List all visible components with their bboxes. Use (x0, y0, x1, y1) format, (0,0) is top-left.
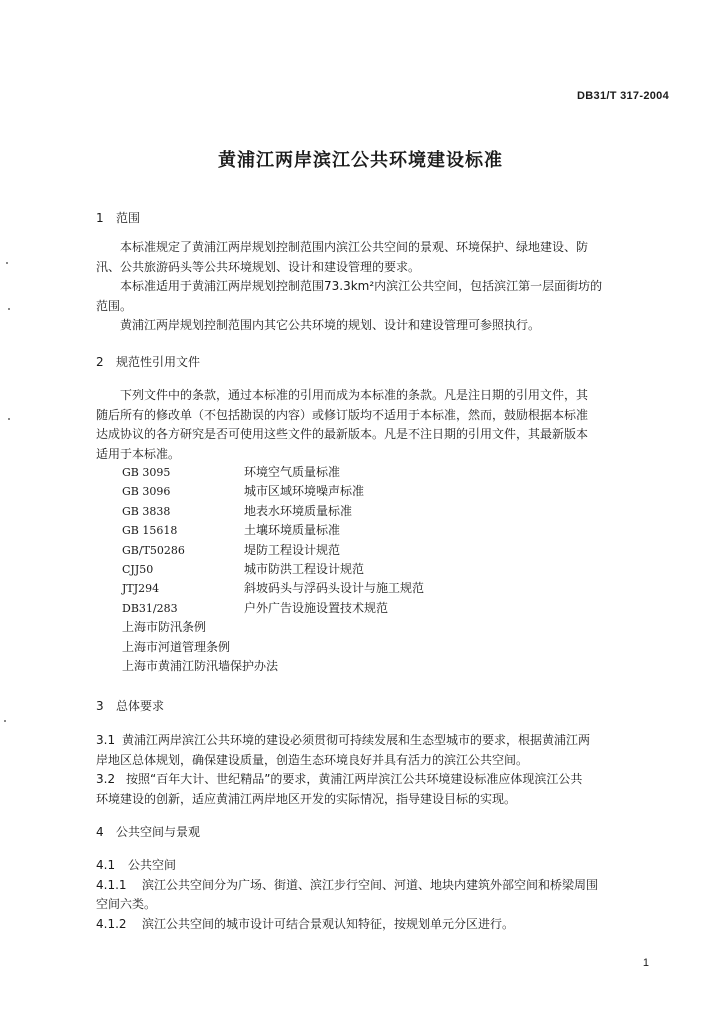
clause-line: 空间六类。 (96, 897, 157, 911)
paragraph-line: 范围。 (96, 298, 133, 313)
reference-code: GB 3838 (122, 504, 171, 518)
reference-name: 斜坡码头与浮码头设计与施工规范 (244, 581, 425, 596)
reference-row (122, 599, 424, 618)
reference-row (122, 463, 424, 482)
reference-row (122, 541, 424, 560)
section-title: 公共空间与景观 (116, 825, 201, 839)
reference-row (122, 521, 424, 540)
reference-name: 堤防工程设计规范 (244, 542, 341, 557)
section-4-body (96, 856, 598, 934)
clause-number: 3.1 (96, 733, 116, 747)
clause-text: 按照“百年大计、世纪精品”的要求，黄浦江两岸滨江公共环境建设标准应体现滨江公共 (126, 772, 583, 786)
clause-line (96, 915, 598, 935)
reference-code: CJJ50 (122, 562, 154, 576)
paragraph-line: 达成协议的各方研究是否可使用这些文件的最新版本。凡是不注日期的引用文件，其最新版本 (96, 427, 589, 441)
other-reference: 上海市黄浦江防汛墙保护办法 (122, 658, 279, 673)
reference-name: 城市区域环境噪声标准 (244, 484, 365, 499)
clause-title: 公共空间 (128, 858, 177, 872)
section-3-body (96, 731, 590, 809)
reference-name: 土壤环境质量标准 (244, 523, 341, 538)
reference-row (122, 560, 424, 579)
clause-number: 4.1.2 (96, 916, 127, 931)
reference-row (122, 579, 424, 598)
section-1-body (96, 238, 602, 336)
page-number: 1 (642, 957, 649, 969)
section-number: 3 (96, 699, 104, 713)
paragraph-line: 本标准规定了黄浦江两岸规划控制范围内滨江公共空间的景观、环境保护、绿地建设、防 (120, 240, 589, 254)
section-number: 2 (96, 355, 104, 369)
scan-speck (4, 720, 6, 722)
section-title: 范围 (116, 211, 141, 225)
clause-number: 3.2 (96, 772, 116, 786)
reference-row (122, 482, 424, 501)
clause-line (96, 770, 590, 790)
section-number: 4 (96, 825, 104, 839)
paragraph-line: 下列文件中的条款，通过本标准的引用而成为本标准的条款。凡是注日期的引用文件，其 (120, 388, 589, 402)
paragraph-line: 汛、公共旅游码头等公共环境规划、设计和建设管理的要求。 (96, 259, 421, 274)
clause-number: 4.1.1 (96, 877, 127, 892)
clause-number: 4.1 (96, 858, 116, 872)
other-reference: 上海市河道管理条例 (122, 639, 231, 654)
section-2-heading (96, 353, 200, 370)
document-title: 黄浦江两岸滨江公共环境建设标准 (218, 150, 503, 171)
reference-code: JTJ294 (122, 582, 160, 596)
reference-code: GB 15618 (122, 524, 178, 538)
section-2-intro (96, 386, 588, 464)
clause-text: 滨江公共空间的城市设计可结合景观认知特征，按规划单元分区进行。 (142, 916, 515, 931)
clause-text: 滨江公共空间分为广场、街道、滨江步行空间、河道、地块内建筑外部空间和桥梁周围 (142, 877, 599, 892)
reference-code: GB 3095 (122, 466, 171, 479)
reference-list (122, 463, 424, 676)
clause-line (96, 876, 598, 896)
reference-name: 户外广告设施设置技术规范 (244, 600, 389, 615)
reference-name: 环境空气质量标准 (244, 465, 341, 479)
section-1-heading (96, 209, 140, 226)
clause-line (96, 731, 590, 751)
scan-speck (8, 308, 10, 310)
scan-speck (8, 418, 10, 420)
section-number: 1 (96, 211, 104, 225)
reference-code: DB31/283 (122, 601, 178, 615)
section-3-heading (96, 697, 164, 714)
reference-code: GB 3096 (122, 485, 171, 499)
paragraph-line: 适用于本标准。 (96, 446, 181, 461)
clause-line: 岸地区总体规划，确保建设质量，创造生态环境良好并具有活力的滨江公共空间。 (96, 752, 529, 767)
scan-speck (6, 262, 8, 264)
section-4-heading (96, 823, 200, 840)
clause-text: 黄浦江两岸滨江公共环境的建设必须贯彻可持续发展和生态型城市的要求，根据黄浦江两 (122, 733, 591, 747)
clause-line: 环境建设的创新，适应黄浦江两岸地区开发的实际情况，指导建设目标的实现。 (96, 791, 517, 806)
paragraph-line: 随后所有的修改单（不包括勘误的内容）或修订版均不适用于本标准，然而，鼓励根据本标准 (96, 407, 589, 422)
standard-number: DB31/T 317-2004 (577, 90, 669, 102)
reference-code: GB/T50286 (122, 543, 185, 557)
paragraph-line: 黄浦江两岸规划控制范围内其它公共环境的规划、设计和建设管理可参照执行。 (120, 318, 541, 332)
other-reference: 上海市防汛条例 (122, 620, 207, 635)
reference-name: 城市防洪工程设计规范 (244, 561, 365, 576)
paragraph-line: 本标准适用于黄浦江两岸规划控制范围73.3km²内滨江公共空间，包括滨江第一层面街坊的 (120, 279, 603, 293)
reference-row (122, 502, 424, 521)
reference-name: 地表水环境质量标准 (244, 503, 353, 518)
section-title: 总体要求 (116, 699, 165, 713)
section-title: 规范性引用文件 (116, 355, 201, 369)
subsection-heading (96, 856, 598, 876)
